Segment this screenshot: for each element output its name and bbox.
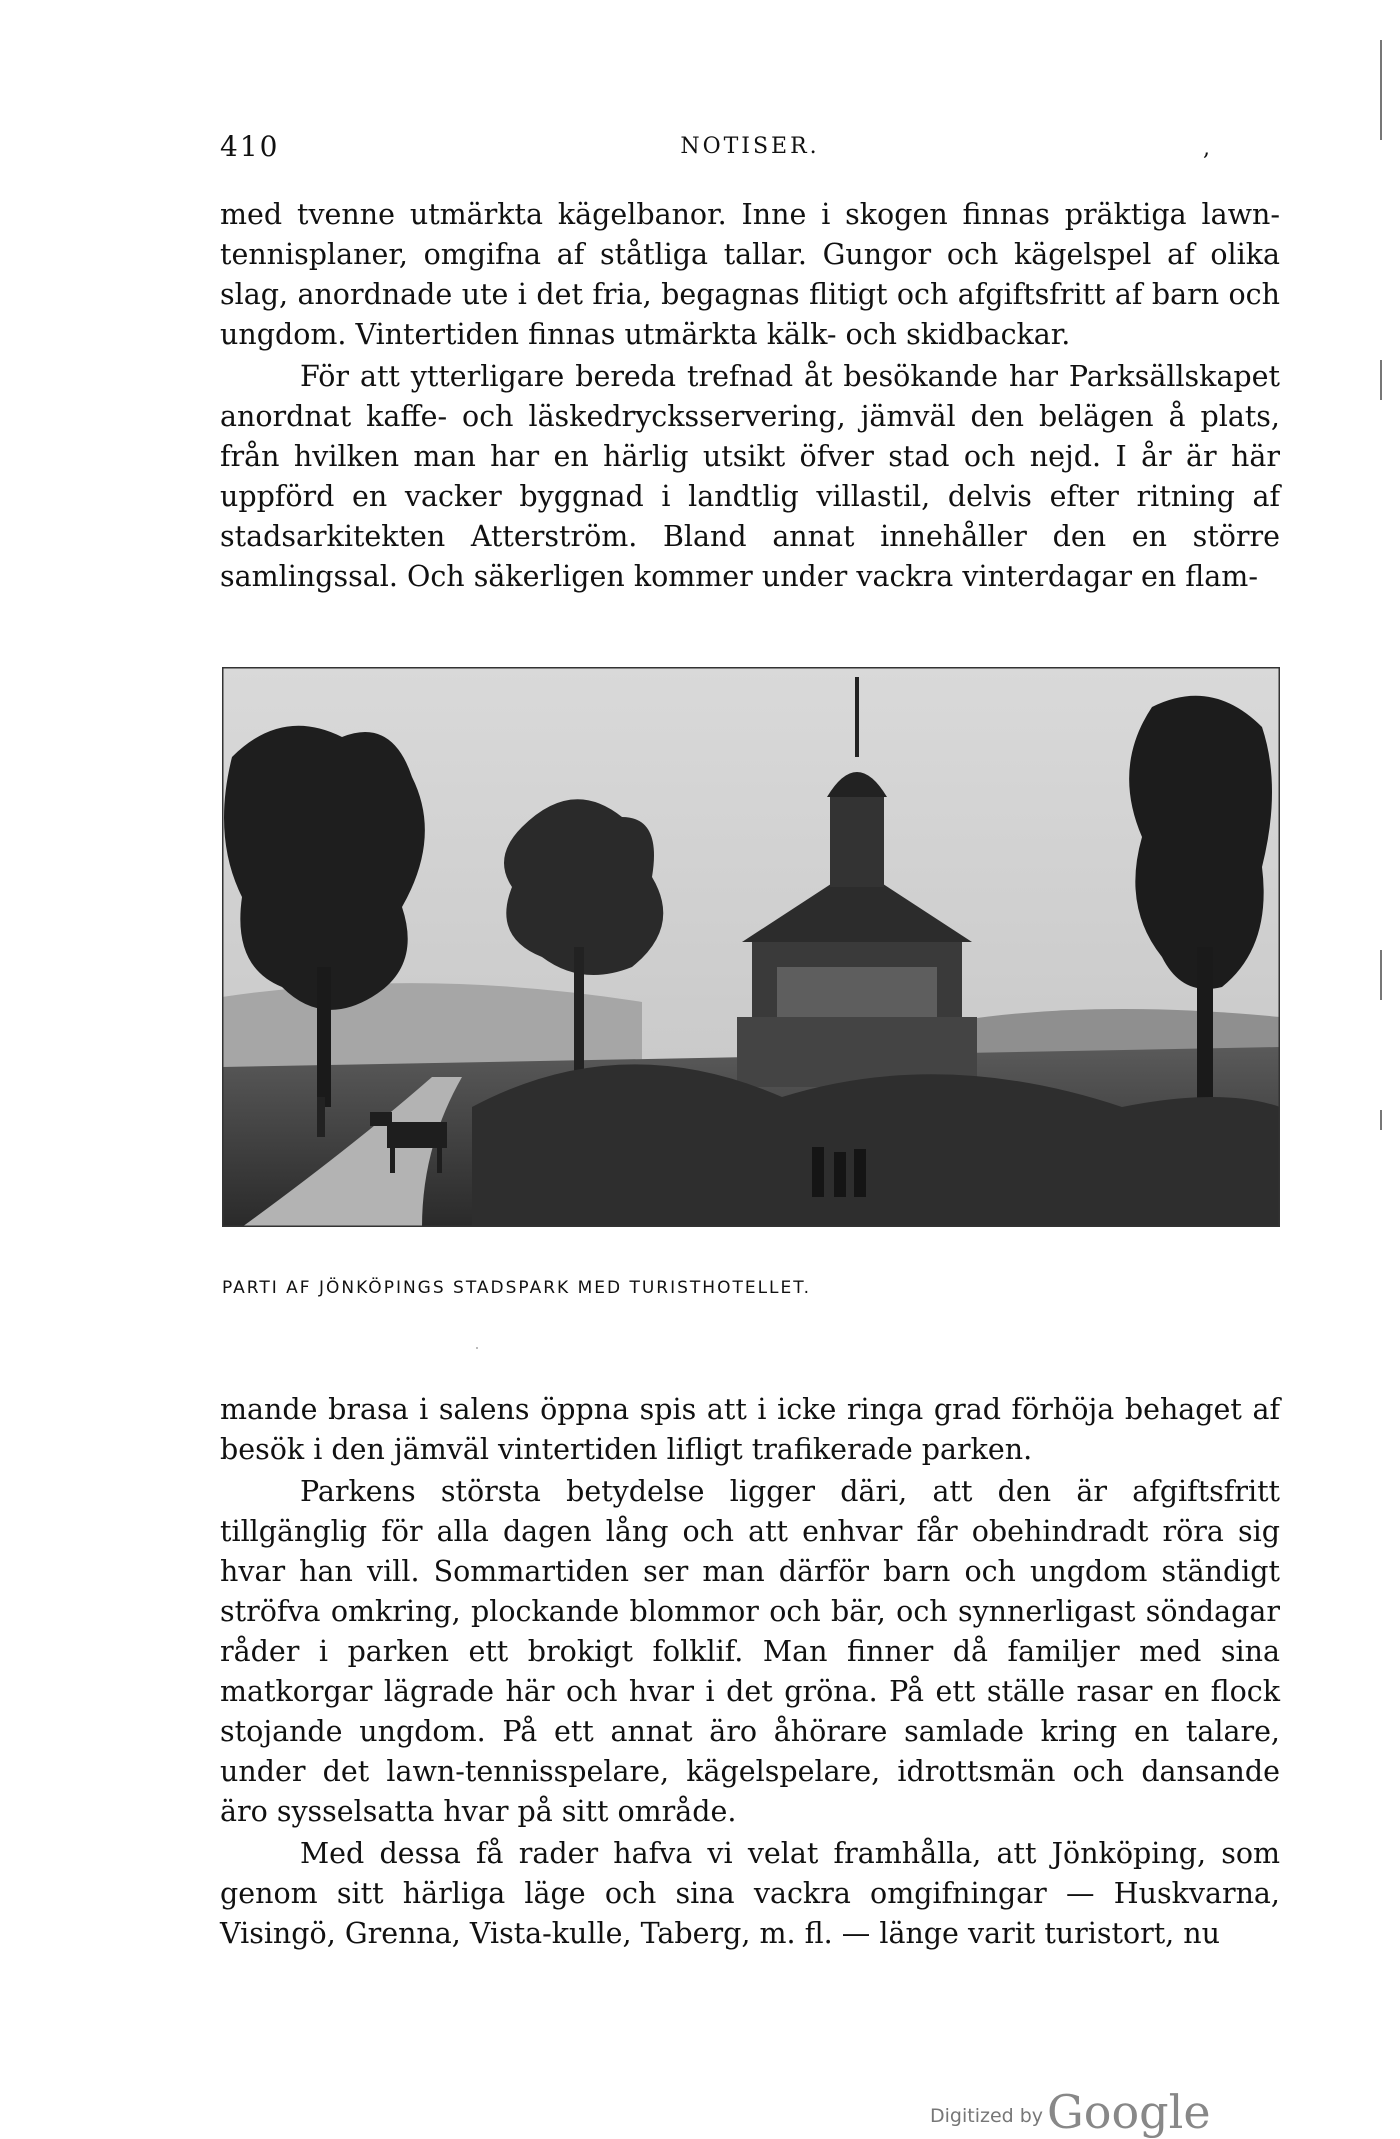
print-speck <box>476 1347 478 1349</box>
paragraph: Med dessa få rader hafva vi velat framhålla, att Jönköping, som genom sitt härliga läge och sina vackra omgifningar — Huskvarna, Visingö, Grenna, Vista-kulle, Taberg, m. fl. — länge varit turistort, nu <box>220 1837 1280 1950</box>
figure-caption: PARTI AF JÖNKÖPINGS STADSPARK MED TURISTHOTELLET. <box>222 1278 812 1298</box>
paragraph: med tvenne utmärkta kägelbanor. Inne i skogen finnas präktiga lawn-tennisplaner, omgifna af ståtliga tallar. Gungor och kägelspel af olika slag, anordnade ute i det fria, begagnas flitigt och afgiftsfritt af barn och ungdom. Vintertiden finnas utmärkta kälk- och skidbackar. <box>220 198 1280 351</box>
photo-illustration <box>222 667 1280 1227</box>
scan-edge-line <box>1380 40 1382 140</box>
paragraph: För att ytterligare bereda trefnad åt besökande har Parksällskapet anordnat kaffe- och läskedrycksservering, jämväl den belägen å plats, från hvilken man har en härlig utsikt öfver stad och nejd. I år är här uppförd en vacker byggnad i landtlig villastil, delvis efter ritning af stadsarkitekten Atterström. Bland annat innehåller den en större samlingssal. Och säkerligen kommer under vackra vinterdagar en flam- <box>220 360 1280 593</box>
text-block-top <box>220 195 1280 597</box>
running-title: NOTISER. <box>680 134 820 159</box>
scan-edge-line <box>1380 950 1382 1000</box>
paragraph: mande brasa i salens öppna spis att i icke ringa grad förhöja behaget af besök i den jämväl vintertiden lifligt trafikerade parken. <box>220 1393 1280 1466</box>
page-header <box>220 130 1280 170</box>
watermark-brand: Google <box>1047 2085 1211 2139</box>
page-number: 410 <box>220 130 280 163</box>
header-mark: , <box>1203 136 1210 161</box>
scan-edge-line <box>1380 360 1382 400</box>
text-block-bottom <box>220 1390 1280 1954</box>
digitization-watermark <box>930 2085 1211 2139</box>
watermark-prefix: Digitized by <box>930 2105 1044 2127</box>
paragraph: Parkens största betydelse ligger däri, att den är afgiftsfritt tillgänglig för alla dagen lång och att enhvar får obehindradt röra sig hvar han vill. Sommartiden ser man därför barn och ungdom ständigt ströfva omkring, plockande blommor och bär, och synnerligast söndagar råder i parken ett brokigt folklif. Man finner då familjer med sina matkorgar lägrade här och hvar i det gröna. På ett ställe rasar en flock stojande ungdom. På ett annat äro åhörare samlade kring en talare, under det lawn-tennisspelare, kägelspelare, idrottsmän och dansande äro sysselsatta hvar på sitt område. <box>220 1475 1280 1828</box>
park-photograph <box>222 667 1280 1227</box>
scan-edge-line <box>1380 1110 1382 1130</box>
